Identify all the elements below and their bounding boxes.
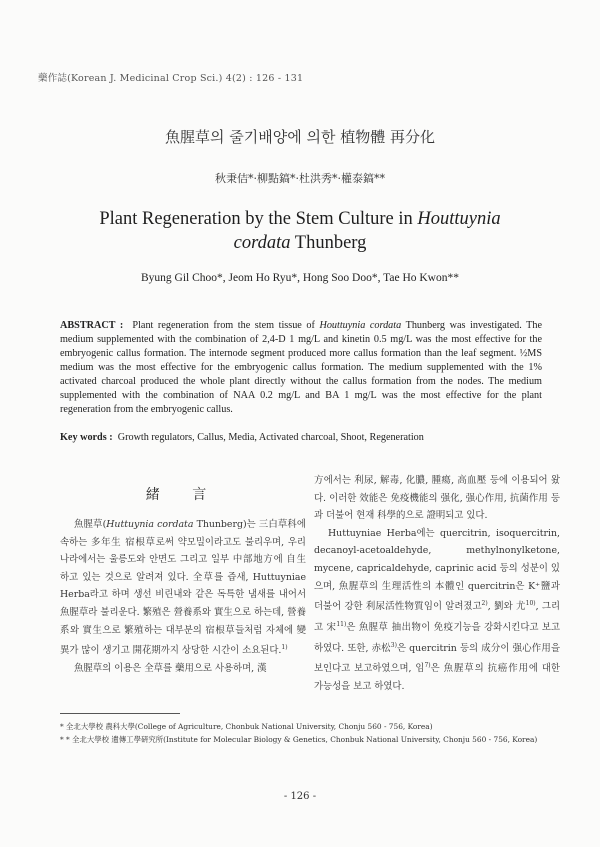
keywords-label: Key words : xyxy=(60,432,113,443)
right-p2-c: , 그리고 宋 xyxy=(314,601,560,633)
left-column xyxy=(60,516,306,677)
english-title-genus: Houttuynia xyxy=(417,209,501,229)
abstract xyxy=(60,319,542,417)
footnote-2: * * 全北大學校 遺傳工學硏究所(Institute for Molecular Biology & Genetics, Chonbuk National University, Chonju 560 - 756, Korea) xyxy=(60,735,538,744)
right-p2-d: 은 魚腥草 抽出物이 免疫기능을 강화시킨다고 보고하였다. 또한, 赤松 xyxy=(314,622,560,654)
abstract-label: ABSTRACT : xyxy=(60,320,124,331)
footnote-1: * 全北大學校 農科大學(College of Agriculture, Chonbuk National University, Chonju 560 - 756, Korea) xyxy=(60,722,433,731)
right-p2-f: 은 魚腥草의 抗癌作用에 대한 가능성을 보고 하였다. xyxy=(314,663,560,693)
right-p2-ref3: 11) xyxy=(336,620,347,628)
left-paragraph-2: 魚腥草의 이용은 全草를 藥用으로 사용하며, 漢 xyxy=(74,662,267,674)
right-p2-e: 은 quercitrin 등의 成分이 强心作用을 보인다고 보고하였으며, 임 xyxy=(314,642,561,675)
right-p2-ref1: 2) xyxy=(481,600,488,608)
section-title: 緒 言 xyxy=(145,487,221,503)
english-title xyxy=(60,207,540,255)
right-p2-ref4: 3) xyxy=(390,641,397,649)
right-paragraph-2 xyxy=(314,525,560,696)
right-p2-b: , 劉와 尤 xyxy=(487,601,526,613)
right-column xyxy=(314,472,560,696)
left-p1-species: Huttuynia cordata xyxy=(106,519,194,530)
right-paragraph-1: 方에서는 利尿, 解毒, 化膿, 腫瘍, 高血壓 등에 이용되어 왔다. 이러한 效能은 免疫機能의 强化, 强心作用, 抗菌作用 등과 더불어 현재 科學的으로 證明되고 있다. xyxy=(314,475,560,522)
english-title-line1: Plant Regeneration by the Stem Culture in xyxy=(99,209,413,229)
left-p1-body: Thunberg)는 三白草科에 속하는 多年生 宿根草로써 약모밀이라고도 불리우며, 우리나라에서는 울릉도와 안면도 그리고 일부 中部地方에 自生하고 있는 것으로 알려져 있다. 全草를 즙새, Huttuyniae Herba라고 하며 생선 비린내와 같은 독특한 냄새를 내어서 魚腥草라 불리운다. 繁殖은 營養系와 實生으로 하는데, 營養系와 實生으로 繁殖하는 대부분의 宿根草들처럼 자체에 變異가 많이 생기고 開花期까지 상당한 시간이 소요된다. xyxy=(60,519,306,657)
right-p2-a: Huttuyniae Herba에는 quercitrin, isoquercitrin, decanoyl-acetoaldehyde, methylnonylketone, mycene, capricaldehyde, caprinic acid 등의 성분이 있으며, 魚腥草의 生理活性의 本體인 quercitrin은 K⁺鹽과 더불어 강한 利尿活性物質임이 알려졌고 xyxy=(314,527,560,613)
left-p1-ref: 1) xyxy=(281,644,288,652)
left-paragraph-1 xyxy=(60,516,306,660)
right-p2-ref5: 7) xyxy=(424,662,431,670)
right-p2-ref2: 10) xyxy=(525,600,536,608)
english-title-authority: Thunberg xyxy=(294,233,367,253)
footnote-divider xyxy=(60,713,180,714)
english-authors: Byung Gil Choo*, Jeom Ho Ryu*, Hong Soo Doo*, Tae Ho Kwon** xyxy=(141,272,459,284)
korean-authors: 秋秉佶*·柳點鎬*·杜洪秀*·權泰鎬** xyxy=(215,172,385,185)
footnotes xyxy=(60,720,550,746)
page-number: - 126 - xyxy=(283,791,317,802)
keywords xyxy=(60,432,542,443)
abstract-text-body: Thunberg was investigated. The medium supplemented with the combination of 2,4-D 1 mg/L and kinetin 0.5 mg/L was the most effective for the embryogenic callus formation. The internode segment produced more callus formation than the leaf segment. ½MS medium was the most effective for the embryogenic callus formation. The medium supplemented with the 1% activated charcoal produced the whole plant directly without the callus formation from the nodes. The medium supplemented with the combination of NAA 0.2 mg/L and BA 1 mg/L was the most effective for the plant regeneration from the embryogenic callus. xyxy=(60,320,543,415)
journal-header: 藥作誌(Korean J. Medicinal Crop Sci.) 4(2) : 126 - 131 xyxy=(38,73,304,84)
keywords-text: Growth regulators, Callus, Media, Activated charcoal, Shoot, Regeneration xyxy=(117,432,424,443)
english-title-species: cordata xyxy=(233,233,291,253)
abstract-text-start: Plant regeneration from the stem tissue of xyxy=(132,320,315,331)
abstract-species: Houttuynia cordata xyxy=(319,320,402,331)
korean-title: 魚腥草의 줄기배양에 의한 植物體 再分化 xyxy=(165,128,435,146)
left-p1-pre: 魚腥草( xyxy=(74,519,107,530)
